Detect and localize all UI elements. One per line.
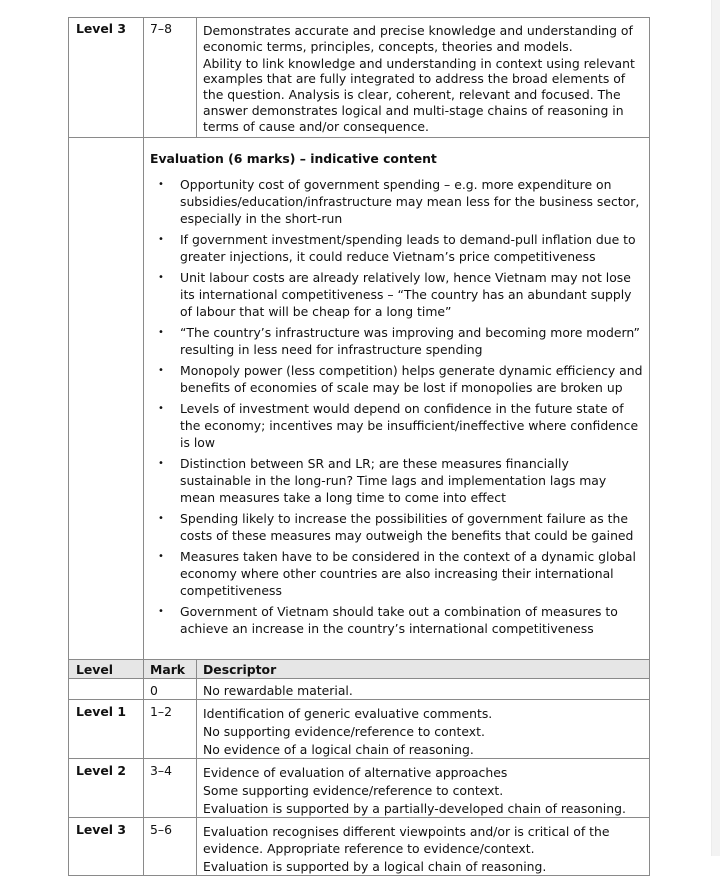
mark-cell: 7–8 [144, 18, 197, 138]
level-cell: Level 3 [69, 18, 144, 138]
level-cell: Level 3 [69, 817, 144, 875]
mark-cell: 5–6 [144, 817, 197, 875]
point-text: Measures taken have to be considered in the context of a dynamic global economy where other countries are also increasing their international competitiveness [180, 548, 636, 598]
descriptor-line: Evaluation is supported by a logical chain of reasoning. [203, 858, 547, 874]
list-item [150, 510, 643, 544]
descriptor-cell [197, 817, 650, 875]
list-item [150, 455, 643, 506]
column-header-mark: Mark [144, 659, 197, 678]
evaluation-row [69, 137, 650, 659]
bullet-icon: • [158, 178, 164, 190]
mark-cell: 3–4 [144, 758, 197, 817]
point-text: Unit labour costs are already relatively low, hence Vietnam may not lose its international competitiveness – “The country has an abundant supply of labour that will be cheap for a long time” [180, 269, 632, 319]
descriptor-cell [197, 18, 650, 138]
bullet-icon: • [158, 364, 164, 376]
descriptor-line: Evaluation recognises different viewpoints and/or is critical of the evidence. Appropriate reference to evidence/context. [203, 823, 610, 856]
page-edge [711, 0, 720, 856]
bullet-icon: • [158, 271, 164, 283]
level-cell [69, 678, 144, 699]
evaluation-points-list [150, 176, 643, 637]
table-row [69, 699, 650, 758]
bullet-icon: • [158, 326, 164, 338]
bullet-icon: • [158, 233, 164, 245]
descriptor-line: No evidence of a logical chain of reasoning. [203, 741, 474, 757]
table-header-row [69, 659, 650, 678]
descriptor-cell [197, 678, 650, 699]
point-text: Spending likely to increase the possibilities of government failure as the costs of these measures may outweigh the benefits that could be gained [180, 510, 634, 543]
table-row-analysis-level-3 [69, 18, 650, 138]
point-text: “The country’s infrastructure was improving and becoming more modern” resulting in less need for infrastructure spending [180, 324, 640, 357]
point-text: Distinction between SR and LR; are these measures financially sustainable in the long-run? Time lags and implementation lags may mean measures take a long time to come into effect [180, 455, 607, 505]
bullet-icon: • [158, 605, 164, 617]
list-item [150, 231, 643, 265]
point-text: Government of Vietnam should take out a combination of measures to achieve an increase in the country’s international competitiveness [180, 603, 618, 636]
mark-scheme-table [68, 17, 650, 876]
list-item [150, 548, 643, 599]
bullet-icon: • [158, 550, 164, 562]
list-item [150, 362, 643, 396]
evaluation-heading: Evaluation (6 marks) – indicative content [150, 150, 437, 166]
list-item [150, 176, 643, 227]
table-row [69, 758, 650, 817]
level-cell: Level 1 [69, 699, 144, 758]
descriptor-line: No rewardable material. [203, 682, 353, 698]
list-item [150, 269, 643, 320]
table-row [69, 678, 650, 699]
table-row [69, 817, 650, 875]
descriptor-cell [197, 758, 650, 817]
mark-cell: 0 [144, 678, 197, 699]
descriptor-line: Demonstrates accurate and precise knowledge and understanding of economic terms, principles, concepts, theories and models. [203, 23, 633, 54]
descriptor-line: No supporting evidence/reference to context. [203, 723, 485, 739]
column-header-descriptor: Descriptor [197, 659, 650, 678]
descriptor-line: Identification of generic evaluative comments. [203, 705, 493, 721]
bullet-icon: • [158, 457, 164, 469]
mark-cell: 1–2 [144, 699, 197, 758]
point-text: If government investment/spending leads to demand-pull inflation due to greater injections, it could reduce Vietnam’s price competitiveness [180, 231, 636, 264]
column-header-level: Level [69, 659, 144, 678]
evaluation-content-cell [144, 137, 650, 659]
list-item [150, 603, 643, 637]
descriptor-cell [197, 699, 650, 758]
descriptor-line: Ability to link knowledge and understanding in context using relevant examples that are fully integrated to address the broad elements of the question. Analysis is clear, coherent, relevant and focused. The answer demonstrates logical and multi-stage chains of reasoning in terms of cause and/or consequence. [203, 55, 635, 134]
point-text: Monopoly power (less competition) helps generate dynamic efficiency and benefits of economies of scale may be lost if monopolies are broken up [180, 362, 643, 395]
descriptor-line: Some supporting evidence/reference to context. [203, 782, 504, 798]
mark-scheme-document [68, 17, 649, 876]
descriptor-line: Evidence of evaluation of alternative approaches [203, 764, 508, 780]
level-cell: Level 2 [69, 758, 144, 817]
bullet-icon: • [158, 402, 164, 414]
point-text: Opportunity cost of government spending – e.g. more expenditure on subsidies/education/infrastructure may mean less for the business sector, especially in the short-run [180, 176, 640, 226]
list-item [150, 324, 643, 358]
descriptor-line: Evaluation is supported by a partially-developed chain of reasoning. [203, 800, 626, 816]
bullet-icon: • [158, 512, 164, 524]
list-item [150, 400, 643, 451]
empty-cell [69, 137, 144, 659]
point-text: Levels of investment would depend on confidence in the future state of the economy; incentives may be insufficient/ineffective where confidence is low [180, 400, 639, 450]
